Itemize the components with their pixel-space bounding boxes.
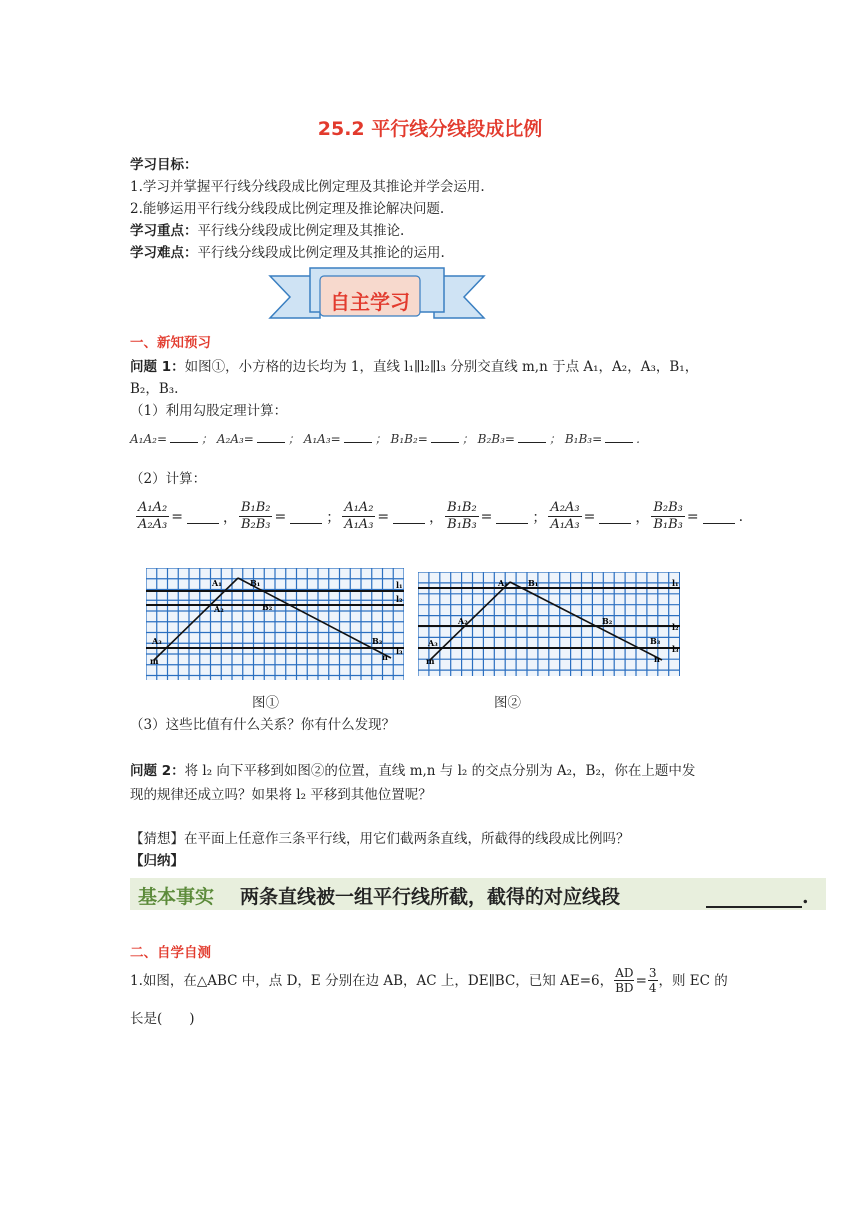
fraction-5: $\frac{\text{A₂A₃}}{\text{A₁A₃}}$: [550, 500, 580, 532]
fraction-1: $\frac{\text{A₁A₂}}{\text{A₂A₃}}$: [138, 500, 168, 532]
difficulty-text: 平行线分线段成比例定理及其推论的运用.: [197, 245, 445, 261]
difficulty-label: 学习难点：: [130, 245, 198, 261]
fig2-label-A2: A₂: [458, 616, 468, 626]
goals-heading: 学习目标：: [130, 157, 198, 173]
fig2-label-l2: l₂: [672, 622, 679, 632]
len-b1b2: B₁B₂=: [390, 432, 428, 446]
s2-eq: =: [635, 972, 647, 989]
focus-line: [130, 222, 404, 240]
section1-heading: 一、新知预习: [130, 335, 211, 351]
len-a1a3: A₁A₃=: [303, 432, 341, 446]
part2: （2）计算：: [130, 471, 207, 487]
fact-end: .: [802, 886, 809, 908]
fraction-2: $\frac{\text{B₁B₂}}{\text{B₂B₃}}$: [240, 500, 271, 532]
section2-heading: 二、自学自测: [130, 945, 211, 961]
goal-item-1: 1.学习并掌握平行线分线段成比例定理及其推论并学会运用.: [130, 179, 485, 195]
fractions-row: $\frac{\text{A₁A₂}}{\text{A₂A₃}}$ = ， $\frac{\text{B₁B₂}}{\text{B₂B₃}}$ = ； $\frac{\text{A₁A₂}}{\text{A₁A₃}}$ = ， $\frac{\text{B₁B₂}}{\text{B₁B₃}}$ = ； $\frac{\text{A₂A₃}}{\text{A₁A₃}}$ = ， $\frac{\text{B₂B₃}}{\text{B₁B₃}}$ = .: [138, 500, 744, 532]
q1-text: 如图①，小方格的边长均为 1，直线 l₁∥l₂∥l₃ 分别交直线 m,n 于点 A₁，A₂，A₃，B₁，: [184, 359, 699, 375]
s2-q1-text: 1.如图，在△ABC 中，点 D，E 分别在边 AB，AC 上，DE∥BC，已知 AE=6，: [130, 972, 614, 989]
fig2-label-B1: B₁: [528, 578, 539, 588]
fig1-label-A2: A₂: [214, 604, 224, 614]
fig1-label-B2: B₂: [262, 602, 273, 612]
fraction-6: $\frac{\text{B₂B₃}}{\text{B₁B₃}}$: [653, 500, 683, 532]
figure-1: [146, 568, 404, 680]
s2-q1-text-2: 长是( ): [130, 1011, 195, 1027]
focus-label: 学习重点：: [130, 223, 198, 239]
q2-line: [130, 762, 695, 780]
fig1-label-l3: l₃: [396, 646, 403, 656]
fact-text: 两条直线被一组平行线所截，截得的对应线段: [240, 886, 621, 908]
guess-line: 【猜想】在平面上任意作三条平行线，用它们截两条直线，所截得的线段成比例吗？: [130, 831, 630, 847]
figure-2: [418, 572, 680, 676]
fact-label: 基本事实: [138, 886, 215, 908]
fig1-label-m: m: [150, 656, 159, 666]
banner-text: 自主学习: [330, 290, 410, 314]
fig1-label-n: n: [382, 652, 388, 662]
len-b1b3: B₁B₃=: [564, 432, 603, 446]
figure-1-grid: [146, 568, 404, 680]
focus-text: 平行线分线段成比例定理及其推论.: [197, 223, 405, 239]
s2-q1-tail: ，则 EC 的: [658, 972, 728, 989]
fig1-label-l1: l₁: [396, 580, 403, 590]
fig2-label-A1: A₁: [498, 578, 508, 588]
q1-label: 问题 1：: [130, 359, 185, 375]
fig2-label-B2: B₂: [602, 616, 613, 626]
q2-text: 将 l₂ 向下平移到如图②的位置，直线 m,n 与 l₂ 的交点分别为 A₂，B₂，你在上题中发: [184, 763, 696, 779]
part1: （1）利用勾股定理计算：: [130, 403, 288, 419]
len-b2b3: B₂B₃=: [477, 432, 515, 446]
fig1-caption: 图①: [252, 695, 279, 711]
fig2-label-n: n: [654, 654, 660, 664]
fig1-label-B3: B₃: [372, 636, 383, 646]
q1-text-2: B₂，B₃.: [130, 381, 179, 397]
fig2-label-m: m: [426, 656, 435, 666]
fig2-label-B3: B₃: [650, 636, 661, 646]
fig1-label-l2: l₂: [396, 594, 403, 604]
fig2-label-l3: l₃: [672, 644, 679, 654]
fact-blank: [706, 906, 802, 908]
fig2-label-A3: A₃: [428, 638, 438, 648]
part3: （3）这些比值有什么关系？你有什么发现？: [130, 717, 396, 733]
lengths-row: A₁A₂= ； A₂A₃= ； A₁A₃= ； B₁B₂= ； B₂B₃= ； B₁B₃= .: [130, 432, 640, 446]
q1-line: [130, 358, 698, 376]
s2-q1-line: [130, 966, 728, 995]
page-title: 25.2 平行线分线段成比例: [317, 118, 543, 140]
goal-item-2: 2.能够运用平行线分线段成比例定理及推论解决问题.: [130, 201, 445, 217]
q2-text-2: 现的规律还成立吗？如果将 l₂ 平移到其他位置呢？: [130, 787, 432, 803]
fig1-label-B1: B₁: [250, 578, 261, 588]
q2-label: 问题 2：: [130, 763, 185, 779]
fraction-4: $\frac{\text{B₁B₂}}{\text{B₁B₃}}$: [447, 500, 477, 532]
fraction-3: $\frac{\text{A₁A₂}}{\text{A₁A₃}}$: [344, 500, 374, 532]
difficulty-line: [130, 244, 445, 262]
fig2-caption: 图②: [494, 695, 521, 711]
summary-label: 【归纳】: [130, 853, 184, 869]
fig1-label-A3: A₃: [152, 636, 162, 646]
len-a1a2: A₁A₂=: [130, 432, 168, 446]
len-a2a3: A₂A₃=: [216, 432, 254, 446]
ad-bd-fraction: $\frac{AD}{BD}$: [615, 966, 634, 995]
fig2-label-l1: l₁: [672, 578, 679, 588]
value-fraction: $\frac{3}{4}$: [648, 966, 657, 995]
fig1-label-A1: A₁: [212, 578, 222, 588]
